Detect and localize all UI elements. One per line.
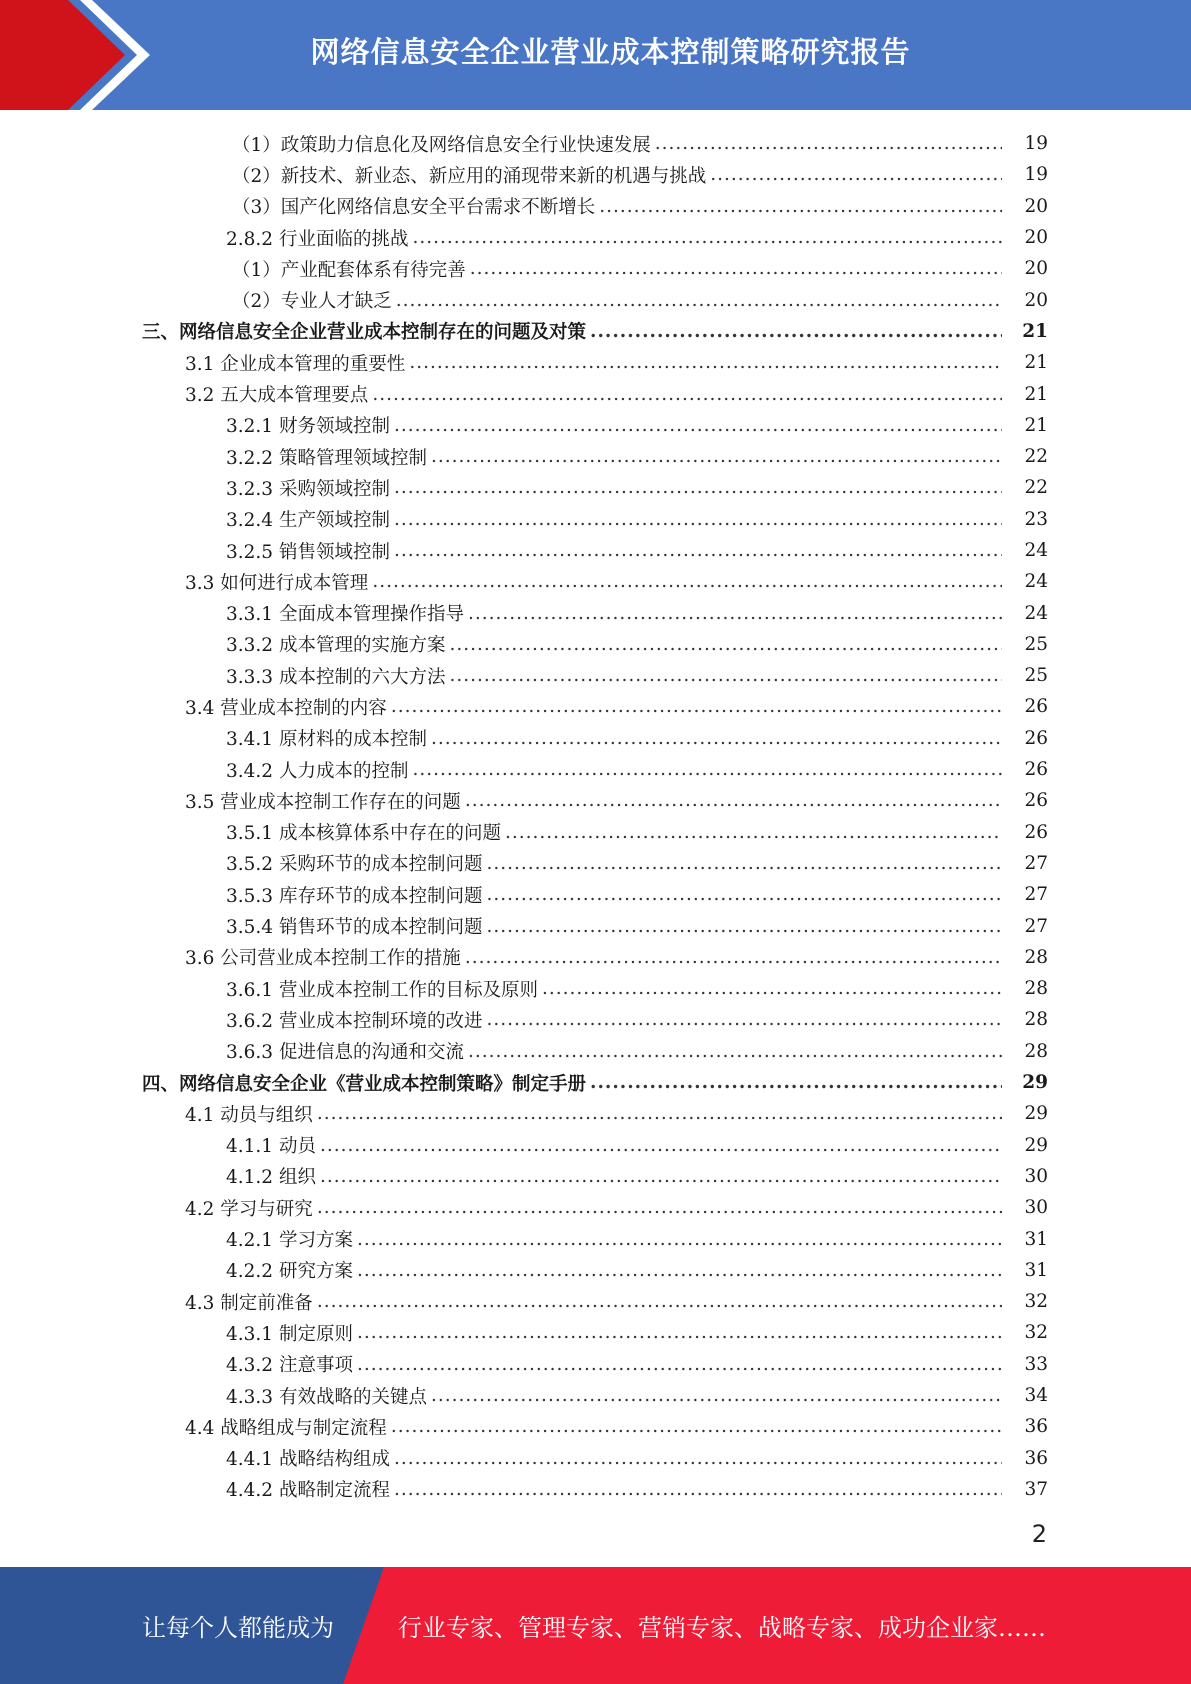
toc-dot-leader xyxy=(394,477,1002,498)
toc-entry-title: 3.3.1 全面成本管理操作指导 xyxy=(226,604,464,626)
toc-dot-leader xyxy=(357,1260,1002,1281)
toc-dot-leader xyxy=(542,978,1002,999)
toc-entry-title: 3.2.2 策略管理领域控制 xyxy=(226,447,427,469)
toc-dot-leader xyxy=(710,164,1002,185)
toc-entry[interactable] xyxy=(0,629,1191,660)
toc-entry-title: 4.4.2 战略制定流程 xyxy=(226,1480,390,1502)
toc-entry-title: 3.3 如何进行成本管理 xyxy=(185,572,369,594)
toc-dot-leader xyxy=(590,1072,1002,1093)
toc-entry[interactable] xyxy=(0,754,1191,785)
toc-entry-page: 31 xyxy=(1024,1259,1048,1281)
report-title: 网络信息安全企业营业成本控制策略研究报告 xyxy=(310,34,911,69)
toc-entry-page: 28 xyxy=(1024,1009,1048,1031)
toc-dot-leader xyxy=(468,1041,1002,1062)
toc-entry-page: 27 xyxy=(1024,852,1048,874)
toc-dot-leader xyxy=(465,790,1002,811)
toc-entry[interactable] xyxy=(0,1161,1191,1192)
toc-entry-title: 3.4 营业成本控制的内容 xyxy=(185,697,387,719)
toc-entry-page: 21 xyxy=(1022,320,1048,342)
toc-entry[interactable] xyxy=(0,1411,1191,1442)
toc-entry-title: 4.3 制定前准备 xyxy=(185,1292,313,1314)
toc-entry[interactable] xyxy=(0,1380,1191,1411)
toc-entry-page: 20 xyxy=(1024,195,1048,217)
toc-entry-page: 20 xyxy=(1024,258,1048,280)
toc-entry[interactable] xyxy=(0,128,1191,159)
toc-entry[interactable] xyxy=(0,504,1191,535)
toc-entry[interactable] xyxy=(0,222,1191,253)
toc-dot-leader xyxy=(486,853,1002,874)
toc-entry-page: 25 xyxy=(1024,665,1048,687)
toc-entry-title: 4.3.1 制定原则 xyxy=(226,1323,353,1345)
toc-entry-title: 4.2.1 学习方案 xyxy=(226,1230,353,1252)
toc-entry-page: 30 xyxy=(1024,1165,1048,1187)
toc-entry-title: （2）新技术、新业态、新应用的涌现带来新的机遇与挑战 xyxy=(232,165,707,187)
toc-entry-title: 4.3.2 注意事项 xyxy=(226,1355,353,1377)
toc-dot-leader xyxy=(391,696,1002,717)
toc-entry[interactable] xyxy=(0,1067,1191,1098)
toc-entry[interactable] xyxy=(0,1474,1191,1505)
toc-entry[interactable] xyxy=(0,1098,1191,1129)
toc-entry-title: 3.2.1 财务领域控制 xyxy=(226,416,390,438)
toc-entry[interactable] xyxy=(0,284,1191,315)
toc-dot-leader xyxy=(486,1009,1002,1030)
toc-entry-title: 3.5.1 成本核算体系中存在的问题 xyxy=(226,823,501,845)
toc-dot-leader xyxy=(412,227,1002,248)
toc-entry-title: 3.5.2 采购环节的成本控制问题 xyxy=(226,854,483,876)
toc-entry-page: 30 xyxy=(1024,1197,1048,1219)
toc-entry[interactable] xyxy=(0,942,1191,973)
toc-entry-title: 3.5.4 销售环节的成本控制问题 xyxy=(226,917,483,939)
toc-entry-title: 2.8.2 行业面临的挑战 xyxy=(226,228,409,250)
toc-entry-title: 三、网络信息安全企业营业成本控制存在的问题及对策 xyxy=(142,322,587,344)
toc-dot-leader xyxy=(655,133,1002,154)
toc-entry-title: 4.1 动员与组织 xyxy=(185,1104,313,1126)
toc-entry-page: 23 xyxy=(1024,508,1048,530)
toc-entry-page: 28 xyxy=(1024,1040,1048,1062)
toc-dot-leader xyxy=(431,1385,1002,1406)
toc-entry-title: 4.4.1 战略结构组成 xyxy=(226,1449,390,1471)
toc-entry-page: 36 xyxy=(1024,1416,1048,1438)
toc-entry[interactable] xyxy=(0,691,1191,722)
toc-entry-page: 21 xyxy=(1024,352,1048,374)
toc-entry-title: 3.2.3 采购领域控制 xyxy=(226,478,390,500)
toc-entry-title: 3.2.4 生产领域控制 xyxy=(226,510,390,532)
toc-entry[interactable] xyxy=(0,1004,1191,1035)
toc-dot-leader xyxy=(357,1229,1002,1250)
toc-entry-title: 3.5.3 库存环节的成本控制问题 xyxy=(226,885,483,907)
toc-entry-page: 24 xyxy=(1024,602,1048,624)
toc-entry-title: 3.6.2 营业成本控制环境的改进 xyxy=(226,1010,483,1032)
toc-entry-page: 31 xyxy=(1024,1228,1048,1250)
toc-dot-leader xyxy=(599,196,1002,217)
toc-entry[interactable] xyxy=(0,347,1191,378)
toc-entry-title: 4.1.2 组织 xyxy=(226,1167,316,1189)
toc-entry-title: 3.5 营业成本控制工作存在的问题 xyxy=(185,791,461,813)
toc-entry[interactable] xyxy=(0,1192,1191,1223)
header-chevron-decoration xyxy=(0,0,160,110)
toc-dot-leader xyxy=(486,916,1002,937)
toc-dot-leader xyxy=(320,1166,1002,1187)
toc-dot-leader xyxy=(394,509,1002,530)
toc-dot-leader xyxy=(317,1291,1002,1312)
toc-dot-leader xyxy=(391,1416,1002,1437)
toc-entry-page: 33 xyxy=(1024,1353,1048,1375)
toc-dot-leader xyxy=(431,446,1002,467)
toc-entry[interactable] xyxy=(0,535,1191,566)
toc-entry-page: 32 xyxy=(1024,1291,1048,1313)
toc-entry[interactable] xyxy=(0,973,1191,1004)
toc-dot-leader xyxy=(468,603,1002,624)
toc-dot-leader xyxy=(449,634,1002,655)
toc-entry-title: 3.6.1 营业成本控制工作的目标及原则 xyxy=(226,979,538,1001)
toc-entry-page: 28 xyxy=(1024,978,1048,1000)
toc-entry-page: 29 xyxy=(1024,1134,1048,1156)
toc-entry-page: 34 xyxy=(1024,1385,1048,1407)
toc-entry[interactable] xyxy=(0,378,1191,409)
toc-entry-page: 29 xyxy=(1022,1072,1048,1094)
toc-entry-title: 3.6.3 促进信息的沟通和交流 xyxy=(226,1042,464,1064)
toc-entry-title: 3.6 公司营业成本控制工作的措施 xyxy=(185,948,461,970)
toc-entry-page: 19 xyxy=(1024,164,1048,186)
toc-entry-page: 32 xyxy=(1024,1322,1048,1344)
toc-entry[interactable] xyxy=(0,159,1191,190)
toc-entry-page: 26 xyxy=(1024,790,1048,812)
toc-entry[interactable] xyxy=(0,191,1191,222)
toc-entry-title: 3.2.5 销售领域控制 xyxy=(226,541,390,563)
toc-entry[interactable] xyxy=(0,723,1191,754)
toc-entry-title: 3.2 五大成本管理要点 xyxy=(185,385,369,407)
toc-entry-page: 21 xyxy=(1024,383,1048,405)
toc-entry-title: 四、网络信息安全企业《营业成本控制策略》制定手册 xyxy=(142,1073,587,1095)
toc-entry-page: 22 xyxy=(1024,446,1048,468)
toc-entry[interactable] xyxy=(0,597,1191,628)
toc-entry-page: 24 xyxy=(1024,540,1048,561)
toc-dot-leader xyxy=(412,759,1002,780)
page-header xyxy=(0,0,1191,110)
toc-dot-leader xyxy=(590,321,1002,342)
toc-entry[interactable] xyxy=(0,253,1191,284)
toc-entry-page: 25 xyxy=(1024,633,1048,655)
toc-dot-leader xyxy=(317,1197,1002,1218)
toc-dot-leader xyxy=(357,1354,1002,1375)
toc-entry-title: 4.3.3 有效战略的关键点 xyxy=(226,1386,427,1408)
footer-slogan-right: 行业专家、管理专家、营销专家、战略专家、成功企业家…… xyxy=(398,1614,1046,1642)
toc-entry[interactable] xyxy=(0,785,1191,816)
toc-entry-title: （1）政策助力信息化及网络信息安全行业快速发展 xyxy=(232,134,651,156)
toc-entry-page: 20 xyxy=(1024,227,1048,249)
toc-entry[interactable] xyxy=(0,441,1191,472)
toc-entry-page: 22 xyxy=(1024,477,1048,499)
toc-entry-title: 4.2.2 研究方案 xyxy=(226,1261,353,1283)
toc-entry-page: 26 xyxy=(1024,696,1048,718)
toc-dot-leader xyxy=(320,1135,1002,1156)
toc-entry[interactable] xyxy=(0,472,1191,503)
toc-entry-title: 4.2 学习与研究 xyxy=(185,1198,313,1220)
toc-entry[interactable] xyxy=(0,1255,1191,1286)
toc-dot-leader xyxy=(372,384,1002,405)
toc-entry-title: 3.4.2 人力成本的控制 xyxy=(226,760,409,782)
toc-entry-page: 37 xyxy=(1024,1478,1048,1500)
toc-dot-leader xyxy=(465,947,1002,968)
toc-entry-page: 26 xyxy=(1024,759,1048,781)
toc-dot-leader xyxy=(505,822,1002,843)
toc-dot-leader xyxy=(317,1103,1002,1124)
toc-entry[interactable] xyxy=(0,1442,1191,1473)
toc-entry-title: 3.3.2 成本管理的实施方案 xyxy=(226,635,446,657)
toc-entry[interactable] xyxy=(0,879,1191,910)
toc-entry[interactable] xyxy=(0,1317,1191,1348)
toc-entry-page: 29 xyxy=(1024,1103,1048,1125)
toc-dot-leader xyxy=(449,665,1002,686)
toc-entry-page: 20 xyxy=(1024,289,1048,311)
toc-dot-leader xyxy=(394,1479,1002,1500)
toc-entry-title: 3.4.1 原材料的成本控制 xyxy=(226,729,427,751)
toc-entry-page: 27 xyxy=(1024,884,1048,906)
toc-entry[interactable] xyxy=(0,1130,1191,1161)
toc-entry-page: 19 xyxy=(1024,133,1048,155)
toc-dot-leader xyxy=(394,1448,1002,1469)
toc-entry[interactable] xyxy=(0,817,1191,848)
toc-entry-title: （2）专业人才缺乏 xyxy=(232,291,392,313)
toc-entry-page: 28 xyxy=(1024,946,1048,968)
toc-entry[interactable] xyxy=(0,848,1191,879)
toc-dot-leader xyxy=(396,290,1002,311)
toc-entry[interactable] xyxy=(0,1349,1191,1380)
toc-entry-page: 26 xyxy=(1024,821,1048,843)
toc-dot-leader xyxy=(372,571,1002,592)
toc-dot-leader xyxy=(409,352,1002,373)
toc-entry[interactable] xyxy=(0,660,1191,691)
page-footer xyxy=(0,1567,1191,1684)
toc-entry-title: 4.4 战略组成与制定流程 xyxy=(185,1417,387,1439)
toc-entry[interactable] xyxy=(0,1223,1191,1254)
toc-dot-leader xyxy=(470,258,1002,279)
toc-dot-leader xyxy=(486,884,1002,905)
toc-entry[interactable] xyxy=(0,1286,1191,1317)
toc-entry-page: 36 xyxy=(1024,1447,1048,1469)
toc-entry-page: 21 xyxy=(1024,414,1048,436)
toc-entry[interactable] xyxy=(0,910,1191,941)
toc-dot-leader xyxy=(357,1322,1002,1343)
page-number: 2 xyxy=(1031,1520,1047,1548)
toc-dot-leader xyxy=(431,728,1002,749)
toc-dot-leader xyxy=(394,540,1002,561)
toc-entry[interactable] xyxy=(0,566,1191,597)
toc-entry-page: 26 xyxy=(1024,727,1048,749)
toc-entry-title: 3.1 企业成本管理的重要性 xyxy=(185,353,406,375)
toc-dot-leader xyxy=(394,415,1002,436)
toc-entry-title: 4.1.1 动员 xyxy=(226,1136,316,1158)
toc-entry[interactable] xyxy=(0,1036,1191,1067)
toc-entry[interactable] xyxy=(0,316,1191,347)
toc-entry[interactable] xyxy=(0,410,1191,441)
toc-entry-title: （3）国产化网络信息安全平台需求不断增长 xyxy=(232,197,596,219)
toc-entry-page: 27 xyxy=(1024,915,1048,937)
table-of-contents xyxy=(0,128,1191,1505)
toc-entry-title: 3.3.3 成本控制的六大方法 xyxy=(226,666,446,688)
toc-entry-page: 24 xyxy=(1024,571,1048,593)
footer-slogan-left: 让每个人都能成为 xyxy=(142,1614,334,1642)
toc-entry-title: （1）产业配套体系有待完善 xyxy=(232,259,466,281)
